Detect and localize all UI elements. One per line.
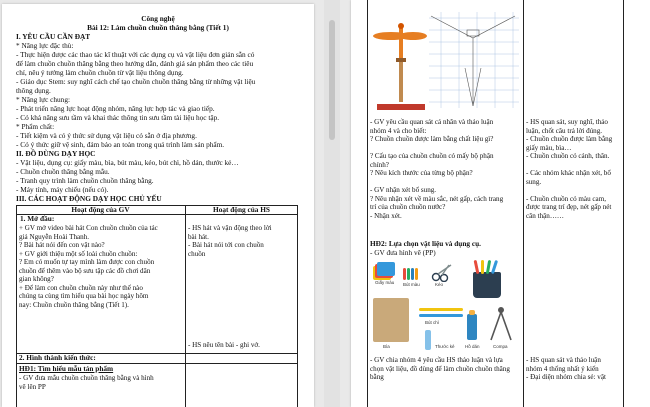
lesson-title: Bài 12: Làm chuồn chuồn thăng bằng (Tiết 1) (87, 23, 229, 32)
text-line: thông dụng. (16, 86, 51, 95)
hs-line: - HS nêu tên bài - ghi vở. (188, 341, 260, 349)
gv-line: nay: Chuồn chuồn thăng bằng (Tiết 1). (19, 300, 129, 309)
gv-line: ? Bài hát nói đến con vật nào? (19, 241, 105, 249)
text-line: - Máy tính, máy chiếu (nếu có). (16, 185, 109, 194)
text-line: để làm chuồn chuồn thăng bằng theo hướng dẫn, đánh giá sản phẩm theo các tiêu (16, 59, 254, 68)
hs-line: được trang trí đẹp, nét gấp nét (526, 203, 612, 211)
gv-line: - GV nhận xét bổ sung. (370, 186, 437, 194)
hs-line: sung. (526, 177, 542, 186)
hs-line: - Chuồn chuồn được làm bằng (526, 135, 613, 143)
text-line: - Vật liệu, dụng cụ: giấy màu, bìa, bút màu, kéo, bút chì, hồ dán, thước kẻ… (16, 158, 239, 167)
doc-subject-title: Công nghệ (141, 14, 175, 23)
section-heading-2: II. ĐỒ DÙNG DẠY HỌC (16, 149, 96, 158)
hs-line (526, 161, 622, 170)
text-line: - Có khả năng sưu tầm và khai thác thông tin sưu tầm tài liệu học tập. (16, 113, 220, 122)
gv-line (370, 178, 522, 187)
gv-line: vẽ lên PP (19, 382, 46, 391)
hs-line: - Các nhóm khác nhận xét, bổ (526, 169, 611, 177)
section-heading-3: III. CÁC HOẠT ĐỘNG DẠY HỌC CHỦ YẾU (16, 194, 162, 203)
gv-line: + GV mở video bài hát Con chuồn chuồn của tác (19, 224, 158, 232)
gv-line: ? Nêu nhận xét về màu sắc, nét gấp, cách trang (370, 194, 504, 203)
hs-line: bài hát. (188, 232, 209, 241)
gv-line: chọn vật liệu, đồ dùng để làm chuồn chuồn thăng (370, 364, 510, 373)
document-page-left[interactable] (2, 4, 314, 407)
gv-line: - GV yêu cầu quan sát cá nhân và thảo luận (370, 118, 494, 126)
gv-line: chuồn để thêm vào bộ sưu tập các đồ chơi dân (19, 266, 151, 275)
gv-line: gian không? (19, 275, 54, 283)
text-line: - Chuồn chuồn thăng bằng mẫu. (16, 167, 110, 176)
hs-line: - HS quan sát, suy nghĩ, thảo (526, 118, 608, 126)
text-line: - Tranh quy trình làm chuồn chuồn thăng bằng. (16, 176, 154, 185)
gv-line: - Nhận xét. (370, 211, 402, 220)
gv-line: chính? (370, 160, 389, 169)
hs-line: - Đại diện nhóm chia sẻ: vật (526, 373, 606, 381)
tools-illustration: Giấy màu Bút màu Kéo Bìa Bút chì Thước kẻ Hồ dán Compa (369, 260, 521, 354)
text-line: * Năng lực chung: (16, 95, 71, 104)
hs-line: - HS quan sát và thảo luận (526, 356, 601, 364)
hs-line: - Chuồn chuồn có màu cam, (526, 194, 606, 203)
table-section-knowledge: 2. Hình thành kiến thức: (19, 353, 96, 362)
text-line: chí, nêu ý tưởng làm chuồn chuồn từ vật liệu thông dụng. (16, 68, 184, 77)
text-line: - Tiết kiệm và có ý thức sử dụng vật liệu có sẵn ở địa phương. (16, 131, 197, 140)
text-line: - GV đưa hình vẽ (PP) (370, 248, 436, 257)
activity-heading-hd1: HĐ1: Tìm hiểu mẫu tản phẩm (19, 364, 114, 373)
text-line: - Có ý thức giữ vệ sinh, đảm bảo an toàn trong quá trình làm sản phẩm. (16, 140, 225, 149)
gv-activity-cell (19, 374, 183, 391)
gv-line: trí của chuồn chuồn nước? (370, 203, 446, 211)
gv-line: + Để làm con chuồn chuồn này như thế nào (19, 283, 143, 292)
gv-line: ? Cấu tạo của chuồn chuồn có mấy bộ phận (370, 152, 494, 160)
hs-line: cân thận…… (526, 211, 565, 220)
gv-line: nhóm 4 và cho biết: (370, 126, 427, 135)
hs-line (526, 186, 622, 195)
gv-line: ? Chuồn chuồn được làm bằng chất liệu gì? (370, 135, 494, 143)
hs-line: - Chuồn chuồn có cánh, thân. (526, 152, 610, 160)
table-section-start: 1. Mở đầu: (20, 214, 55, 223)
dragonfly-illustration (369, 8, 521, 114)
hs-activity-cell (526, 356, 622, 382)
gv-line: bằng (370, 373, 384, 381)
gv-line (370, 144, 522, 153)
hs-line: - Bài hát nói tới con chuồn (188, 241, 264, 249)
scrollbar-thumb[interactable] (329, 20, 335, 140)
gv-line: chúng ta cùng tìm hiểu qua bài học ngày hôm (19, 292, 149, 300)
text-line: - Thực hiện được các thao tác kĩ thuật với các dụng cụ và vật liệu đơn giản sẵn có (16, 50, 255, 59)
document-page-right[interactable] (351, 0, 650, 407)
hs-activity-cell (526, 118, 622, 220)
gv-activity-cell (370, 118, 522, 220)
text-line: * Năng lực đặc thù: (16, 41, 74, 50)
text-line: - Giáo dục Stem: suy nghĩ cách chế tạo chuồn chuồn thăng bằng từ những vật liệu (16, 77, 256, 86)
gv-line: - GV đưa mẫu chuồn chuồn thăng bằng và hình (19, 374, 154, 382)
table-header-hs: Hoạt động của HS (213, 205, 270, 214)
gv-line: ? Nêu kích thước của từng bộ phận? (370, 169, 473, 177)
hs-line: - HS hát và vận động theo lời (188, 224, 272, 232)
hs-activity-cell (188, 224, 296, 350)
gv-line: + GV giới thiệu một số loài chuồn chuồn: (19, 249, 138, 258)
gv-activity-cell (370, 356, 522, 382)
gv-line: ? Em có muốn tự tay mình làm được con chuồn (19, 258, 155, 266)
table-header-gv: Hoạt động của GV (71, 205, 130, 214)
hs-line: luận, chốt câu trả lời đúng. (526, 126, 603, 135)
section-heading-1: I. YÊU CẦU CẦN ĐẠT (16, 32, 91, 41)
activity-heading-hd2: HĐ2: Lựa chọn vật liệu và dụng cụ. (370, 239, 482, 248)
hs-line: nhóm 4 thống nhất ý kiến (526, 364, 599, 373)
hs-line: giấy màu, bìa… (526, 143, 572, 152)
gv-line: - GV chia nhóm 4 yêu cầu HS thảo luận và lựa (370, 356, 503, 364)
text-line: * Phẩm chất: (16, 122, 55, 131)
hs-line: chuồn (188, 249, 206, 258)
gv-line: giả Nguyễn Hoài Thanh. (19, 232, 90, 241)
gv-activity-cell (19, 224, 183, 309)
text-line: - Phát triển năng lực hoạt động nhóm, năng lực hợp tác và giao tiếp. (16, 104, 215, 113)
